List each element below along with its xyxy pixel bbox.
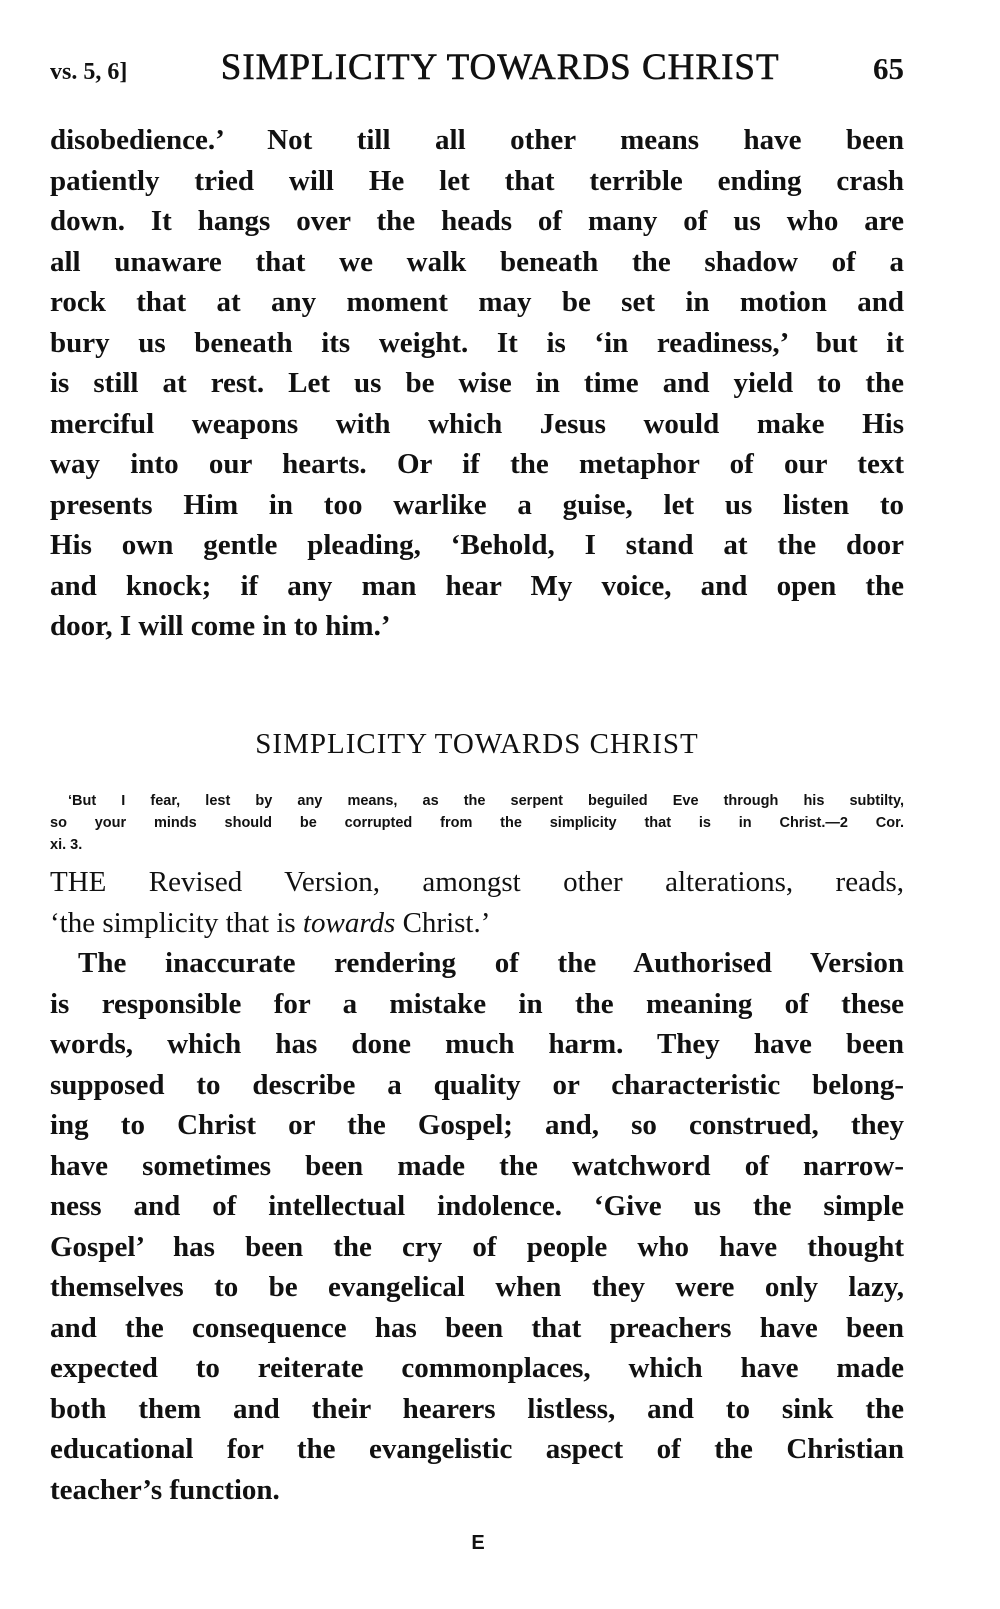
- text-line: and the consequence has been that preachers have been: [50, 1311, 904, 1344]
- main-paragraph: [50, 943, 904, 1510]
- text-line: bury us beneath its weight. It is ‘in readiness,’ but it: [50, 326, 904, 359]
- opening-paragraph: [50, 862, 904, 943]
- text-line: The inaccurate rendering of the Authorised Version: [78, 947, 904, 979]
- running-head-verse-ref: vs. 5, 6]: [50, 59, 128, 85]
- epigraph: [50, 790, 904, 856]
- page-number: 65: [872, 51, 904, 86]
- text-line: way into our hearts. Or if the metaphor of our text: [50, 448, 904, 480]
- text-line: supposed to describe a quality or characteristic belong-: [50, 1068, 904, 1101]
- text-line: is responsible for a mistake in the meaning of these: [50, 987, 904, 1020]
- text-line: ing to Christ or the Gospel; and, so construed, they: [50, 1109, 904, 1141]
- text-line: down. It hangs over the heads of many of us who are: [50, 205, 904, 237]
- text-line: themselves to be evangelical when they were only lazy,: [50, 1271, 904, 1303]
- epigraph-line: so your minds should be corrupted from the simplicity that is in Christ.—2 Cor.: [50, 815, 904, 831]
- text-line: door, I will come in to him.’: [50, 610, 391, 642]
- epigraph-line: xi. 3.: [50, 837, 83, 853]
- opening-line-2: [50, 903, 904, 944]
- text-line: merciful weapons with which Jesus would make His: [50, 407, 904, 440]
- opening-line-2-end: Christ.’: [395, 906, 491, 939]
- text-line: and knock; if any man hear My voice, and open the: [50, 569, 904, 602]
- text-line: teacher’s function.: [50, 1473, 280, 1506]
- italic-word: towards: [302, 906, 396, 939]
- text-line: rock that at any moment may be set in motion and: [50, 286, 904, 318]
- text-line: words, which has done much harm. They have been: [50, 1028, 904, 1060]
- signature-mark: E: [471, 1532, 485, 1554]
- running-head-title: SIMPLICITY TOWARDS CHRIST: [220, 47, 780, 88]
- text-line: His own gentle pleading, ‘Behold, I stand at the door: [50, 529, 904, 561]
- text-line: have sometimes been made the watchword of narrow-: [50, 1149, 904, 1182]
- text-line: expected to reiterate commonplaces, which have made: [50, 1352, 904, 1384]
- text-line: both them and their hearers listless, and to sink the: [50, 1392, 904, 1425]
- opening-line-2-start: ‘the simplicity that is: [50, 906, 303, 939]
- opening-line-1: THE Revised Version, amongst other alterations, reads,: [50, 866, 904, 898]
- text-line: educational for the evangelistic aspect of the Christian: [50, 1433, 904, 1465]
- text-line: Gospel’ has been the cry of people who have thought: [50, 1230, 904, 1263]
- text-line: disobedience.’ Not till all other means have been: [50, 124, 904, 156]
- running-head: [50, 46, 904, 96]
- text-line: patiently tried will He let that terrible ending crash: [50, 164, 904, 197]
- text-line: all unaware that we walk beneath the shadow of a: [50, 245, 904, 278]
- continued-paragraph: [50, 120, 904, 647]
- text-line: presents Him in too warlike a guise, let us listen to: [50, 488, 904, 521]
- text-line: is still at rest. Let us be wise in time and yield to the: [50, 367, 904, 399]
- section-heading: SIMPLICITY TOWARDS CHRIST: [255, 728, 699, 760]
- epigraph-line: ‘But I fear, lest by any means, as the serpent beguiled Eve through his subtilty,: [68, 793, 904, 809]
- text-line: ness and of intellectual indolence. ‘Give us the simple: [50, 1190, 904, 1222]
